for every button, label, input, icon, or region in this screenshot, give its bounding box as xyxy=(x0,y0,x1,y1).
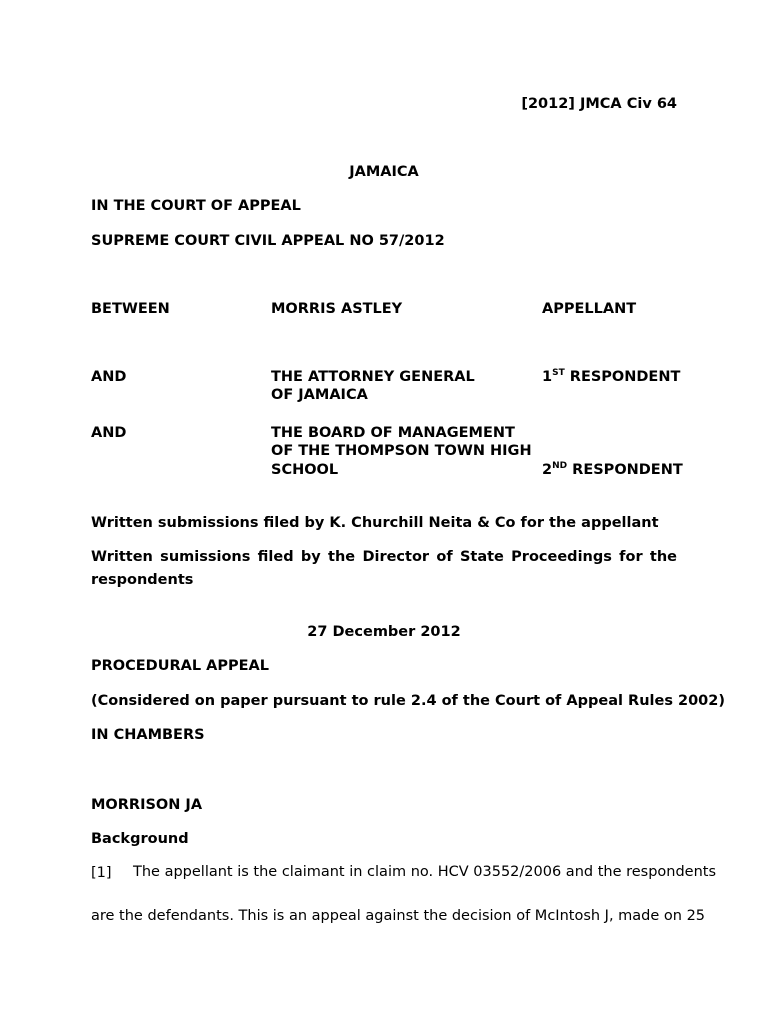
case-number: SUPREME COURT CIVIL APPEAL NO 57/2012 xyxy=(91,233,445,249)
first-respondent-role xyxy=(542,368,680,386)
background-heading: Background xyxy=(91,831,189,847)
between-label: BETWEEN xyxy=(91,301,170,317)
case-citation: [2012] JMCA Civ 64 xyxy=(521,96,677,112)
considered-note: (Considered on paper pursuant to rule 2.4 of the Court of Appeal Rules 2002) xyxy=(91,693,725,709)
paragraph-number: [1] xyxy=(91,865,112,881)
court-name: IN THE COURT OF APPEAL xyxy=(91,198,301,214)
first-respondent-role-text: RESPONDENT xyxy=(569,369,681,385)
second-respondent-name-line3: SCHOOL xyxy=(271,462,339,478)
second-respondent-name-line1: THE BOARD OF MANAGEMENT xyxy=(271,425,515,441)
appellant-role: APPELLANT xyxy=(542,301,637,317)
first-respondent-ordinal-suffix: ST xyxy=(552,368,565,378)
appellant-submissions: Written submissions filed by K. Churchill Neita & Co for the appellant xyxy=(91,515,659,531)
and-label: AND xyxy=(91,425,127,441)
procedural-appeal-heading: PROCEDURAL APPEAL xyxy=(91,658,269,674)
respondents-submissions-line2: respondents xyxy=(91,572,194,588)
country-heading: JAMAICA xyxy=(349,164,419,180)
second-respondent-name-line2: OF THE THOMPSON TOWN HIGH xyxy=(271,443,532,459)
second-respondent-role xyxy=(542,461,683,479)
first-respondent-name-line2: OF JAMAICA xyxy=(271,387,368,403)
first-respondent-ordinal-number: 1 xyxy=(542,369,553,385)
paragraph-line2: are the defendants. This is an appeal against the decision of McIntosh J, made on 25 xyxy=(91,908,706,924)
and-label: AND xyxy=(91,369,127,385)
judge-name: MORRISON JA xyxy=(91,797,203,813)
second-respondent-ordinal-suffix: ND xyxy=(552,461,568,471)
appellant-name: MORRIS ASTLEY xyxy=(271,301,403,317)
first-respondent-name-line1: THE ATTORNEY GENERAL xyxy=(271,369,475,385)
judgment-date: 27 December 2012 xyxy=(307,624,461,640)
in-chambers-heading: IN CHAMBERS xyxy=(91,727,205,743)
paragraph-line1: The appellant is the claimant in claim no. HCV 03552/2006 and the respondents xyxy=(133,864,717,880)
second-respondent-ordinal-number: 2 xyxy=(542,462,553,478)
respondents-submissions-line1: Written sumissions filed by the Director of State Proceedings for the xyxy=(91,549,677,565)
second-respondent-role-text: RESPONDENT xyxy=(572,462,683,478)
